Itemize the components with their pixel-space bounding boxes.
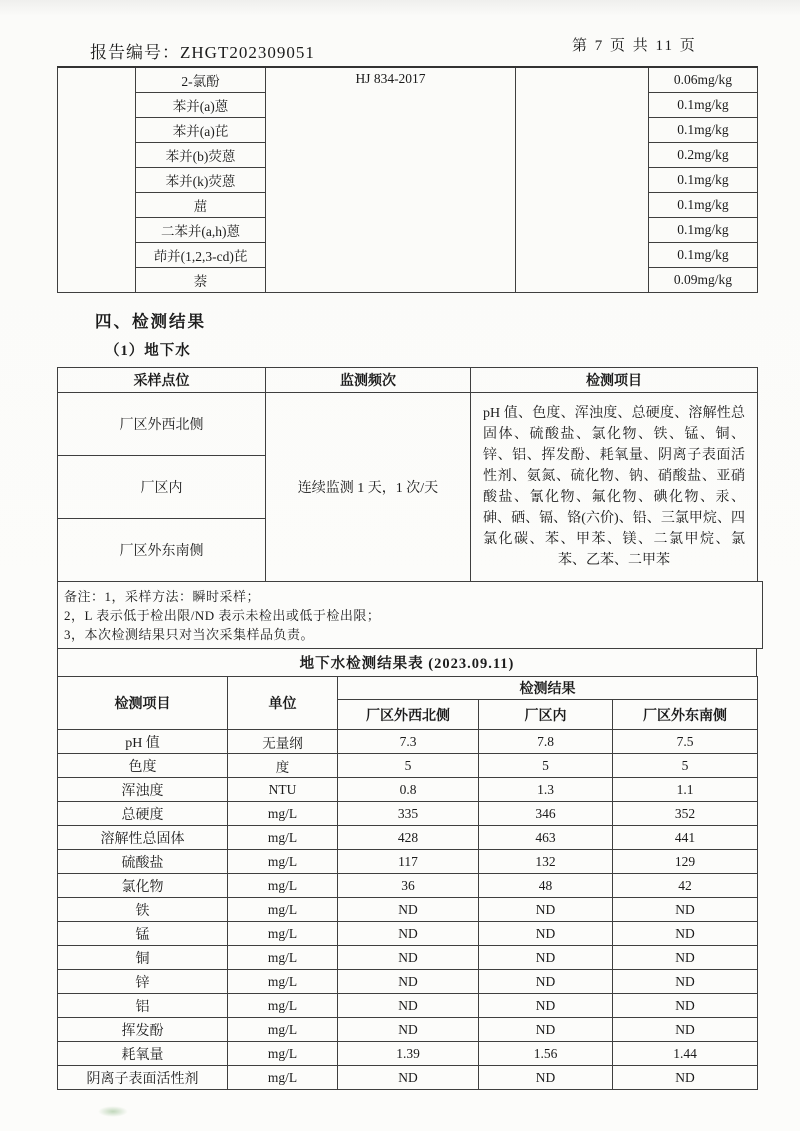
table-row (58, 874, 758, 898)
result-cell: ND (479, 922, 613, 946)
result-cell: 1.39 (338, 1042, 479, 1066)
result-cell: ND (338, 1018, 479, 1042)
result-cell: 1.1 (613, 778, 758, 802)
item-cell: 铁 (58, 898, 228, 922)
analyte-name-cell: 茚并(1,2,3-cd)芘 (136, 243, 266, 268)
item-cell: 铜 (58, 946, 228, 970)
result-cell: 5 (479, 754, 613, 778)
analyte-name-cell: 苯并(b)荧蒽 (136, 143, 266, 168)
limit-value-cell: 0.1mg/kg (649, 193, 758, 218)
result-cell: ND (613, 898, 758, 922)
unit-cell: mg/L (228, 1018, 338, 1042)
test-items-cell: pH 值、色度、浑浊度、总硬度、溶解性总固体、硫酸盐、氯化物、铁、锰、铜、锌、铝、挥发酚、耗氧量、阴离子表面活性剂、氨氮、硫化物、钠、硝酸盐、亚硝酸盐、氰化物、氟化物、碘化物、汞、砷、硒、镉、铬(六价)、铅、三氯甲烷、四氯化碳、苯、甲苯、镁、二氯甲烷、氯苯、乙苯、二甲苯 (471, 393, 758, 582)
result-cell: 5 (613, 754, 758, 778)
report-number-value: ZHGT202309051 (180, 43, 315, 62)
item-cell: 溶解性总固体 (58, 826, 228, 850)
result-cell: 441 (613, 826, 758, 850)
limit-value-cell: 0.1mg/kg (649, 93, 758, 118)
item-cell: 锌 (58, 970, 228, 994)
limit-value-cell: 0.06mg/kg (649, 67, 758, 93)
table-row (58, 754, 758, 778)
result-cell: ND (613, 970, 758, 994)
result-cell: ND (479, 1066, 613, 1090)
item-cell: 氯化物 (58, 874, 228, 898)
limit-value-cell: 0.1mg/kg (649, 218, 758, 243)
report-number-line (90, 38, 315, 63)
item-cell: 硫酸盐 (58, 850, 228, 874)
table-row (58, 946, 758, 970)
report-number-label: 报告编号： (90, 43, 180, 62)
unit-cell: mg/L (228, 922, 338, 946)
result-cell: 7.8 (479, 730, 613, 754)
analyte-name-cell: 萘 (136, 268, 266, 293)
item-cell: 浑浊度 (58, 778, 228, 802)
subsection-title: （1）地下水 (105, 343, 191, 359)
frequency-cell: 连续监测 1 天，1 次/天 (266, 393, 471, 582)
limit-value-cell: 0.1mg/kg (649, 243, 758, 268)
result-cell: 7.5 (613, 730, 758, 754)
result-cell: 132 (479, 850, 613, 874)
method-cell: HJ 834-2017 (266, 67, 516, 293)
item-cell: 总硬度 (58, 802, 228, 826)
result-cell: ND (479, 1018, 613, 1042)
table-row (58, 1042, 758, 1066)
sampling-point-cell: 厂区内 (58, 456, 266, 519)
analyte-name-cell: 䓛 (136, 193, 266, 218)
result-cell: 7.3 (338, 730, 479, 754)
result-cell: 0.8 (338, 778, 479, 802)
analyte-name-cell: 2-氯酚 (136, 67, 266, 93)
unit-cell: mg/L (228, 874, 338, 898)
table-row (58, 778, 758, 802)
limit-value-cell: 0.09mg/kg (649, 268, 758, 293)
groundwater-results-table (57, 676, 758, 1090)
section-title: 四、检测结果 (95, 312, 206, 331)
result-cell: 1.3 (479, 778, 613, 802)
result-cell: ND (338, 1066, 479, 1090)
left-continued-cell (58, 67, 136, 293)
result-cell: ND (613, 1066, 758, 1090)
item-cell: 耗氧量 (58, 1042, 228, 1066)
table-header-row (58, 677, 758, 700)
table-row (58, 393, 758, 456)
site-southeast-header: 厂区外东南侧 (613, 700, 758, 730)
result-cell: 463 (479, 826, 613, 850)
page-indicator: 第 7 页 共 11 页 (572, 38, 697, 54)
site-inside-header: 厂区内 (479, 700, 613, 730)
table-header-row (58, 368, 758, 393)
unit-cell: 度 (228, 754, 338, 778)
result-cell: 36 (338, 874, 479, 898)
table-row (58, 826, 758, 850)
result-cell: ND (338, 994, 479, 1018)
scanner-stain-mark (98, 1106, 128, 1117)
result-cell: 48 (479, 874, 613, 898)
result-cell: 129 (613, 850, 758, 874)
result-cell: 428 (338, 826, 479, 850)
table-row (58, 730, 758, 754)
table-row (58, 922, 758, 946)
frequency-header: 监测频次 (266, 368, 471, 393)
sampling-point-cell: 厂区外东南侧 (58, 519, 266, 582)
result-cell: ND (338, 946, 479, 970)
limit-value-cell: 0.1mg/kg (649, 118, 758, 143)
item-cell: 色度 (58, 754, 228, 778)
unit-cell: NTU (228, 778, 338, 802)
unit-cell: mg/L (228, 994, 338, 1018)
analyte-name-cell: 苯并(a)芘 (136, 118, 266, 143)
table-row (58, 970, 758, 994)
unit-cell: mg/L (228, 802, 338, 826)
unit-header: 单位 (228, 677, 338, 730)
item-cell: pH 值 (58, 730, 228, 754)
result-cell: 352 (613, 802, 758, 826)
unit-cell: mg/L (228, 826, 338, 850)
result-cell: 42 (613, 874, 758, 898)
item-cell: 阴离子表面活性剂 (58, 1066, 228, 1090)
item-cell: 挥发酚 (58, 1018, 228, 1042)
note-line: 2，L 表示低于检出限/ND 表示未检出或低于检出限； (64, 608, 381, 623)
table-row (58, 898, 758, 922)
result-cell: 1.56 (479, 1042, 613, 1066)
unit-cell: mg/L (228, 1066, 338, 1090)
result-cell: ND (338, 922, 479, 946)
results-table-title: 地下水检测结果表 (2023.09.11) (57, 648, 757, 677)
result-cell: ND (613, 994, 758, 1018)
result-cell: ND (613, 946, 758, 970)
result-cell: ND (338, 970, 479, 994)
unit-cell: mg/L (228, 1042, 338, 1066)
table-row (58, 1066, 758, 1090)
limit-value-cell: 0.1mg/kg (649, 168, 758, 193)
unit-cell: mg/L (228, 970, 338, 994)
result-cell: ND (479, 994, 613, 1018)
sampling-plan-table (57, 367, 758, 582)
note-line: 备注：1，采样方法：瞬时采样； (64, 589, 261, 604)
limit-value-cell: 0.2mg/kg (649, 143, 758, 168)
result-cell: 335 (338, 802, 479, 826)
table-row (58, 67, 758, 93)
result-cell: 346 (479, 802, 613, 826)
analyte-name-cell: 苯并(k)荧蒽 (136, 168, 266, 193)
analyte-name-cell: 苯并(a)蒽 (136, 93, 266, 118)
site-northwest-header: 厂区外西北侧 (338, 700, 479, 730)
item-cell: 铝 (58, 994, 228, 1018)
result-cell: 117 (338, 850, 479, 874)
unit-cell: mg/L (228, 946, 338, 970)
result-cell: ND (479, 898, 613, 922)
result-group-header: 检测结果 (338, 677, 758, 700)
unit-cell: 无量纲 (228, 730, 338, 754)
items-header: 检测项目 (471, 368, 758, 393)
table-row (58, 1018, 758, 1042)
result-cell: ND (338, 898, 479, 922)
sampling-point-header: 采样点位 (58, 368, 266, 393)
result-cell: ND (613, 1018, 758, 1042)
note-line: 3，本次检测结果只对当次采集样品负责。 (64, 627, 315, 642)
unit-cell: mg/L (228, 850, 338, 874)
gap-continued-cell (516, 67, 649, 293)
soil-analytes-table (57, 66, 758, 293)
page-header (0, 0, 800, 66)
result-cell: ND (479, 946, 613, 970)
unit-cell: mg/L (228, 898, 338, 922)
sampling-point-cell: 厂区外西北侧 (58, 393, 266, 456)
table-row (58, 802, 758, 826)
result-cell: 1.44 (613, 1042, 758, 1066)
item-header: 检测项目 (58, 677, 228, 730)
result-cell: 5 (338, 754, 479, 778)
result-cell: ND (479, 970, 613, 994)
result-cell: ND (613, 922, 758, 946)
analyte-name-cell: 二苯并(a,h)蒽 (136, 218, 266, 243)
item-cell: 锰 (58, 922, 228, 946)
notes-box (57, 581, 763, 649)
table-row (58, 850, 758, 874)
table-row (58, 994, 758, 1018)
